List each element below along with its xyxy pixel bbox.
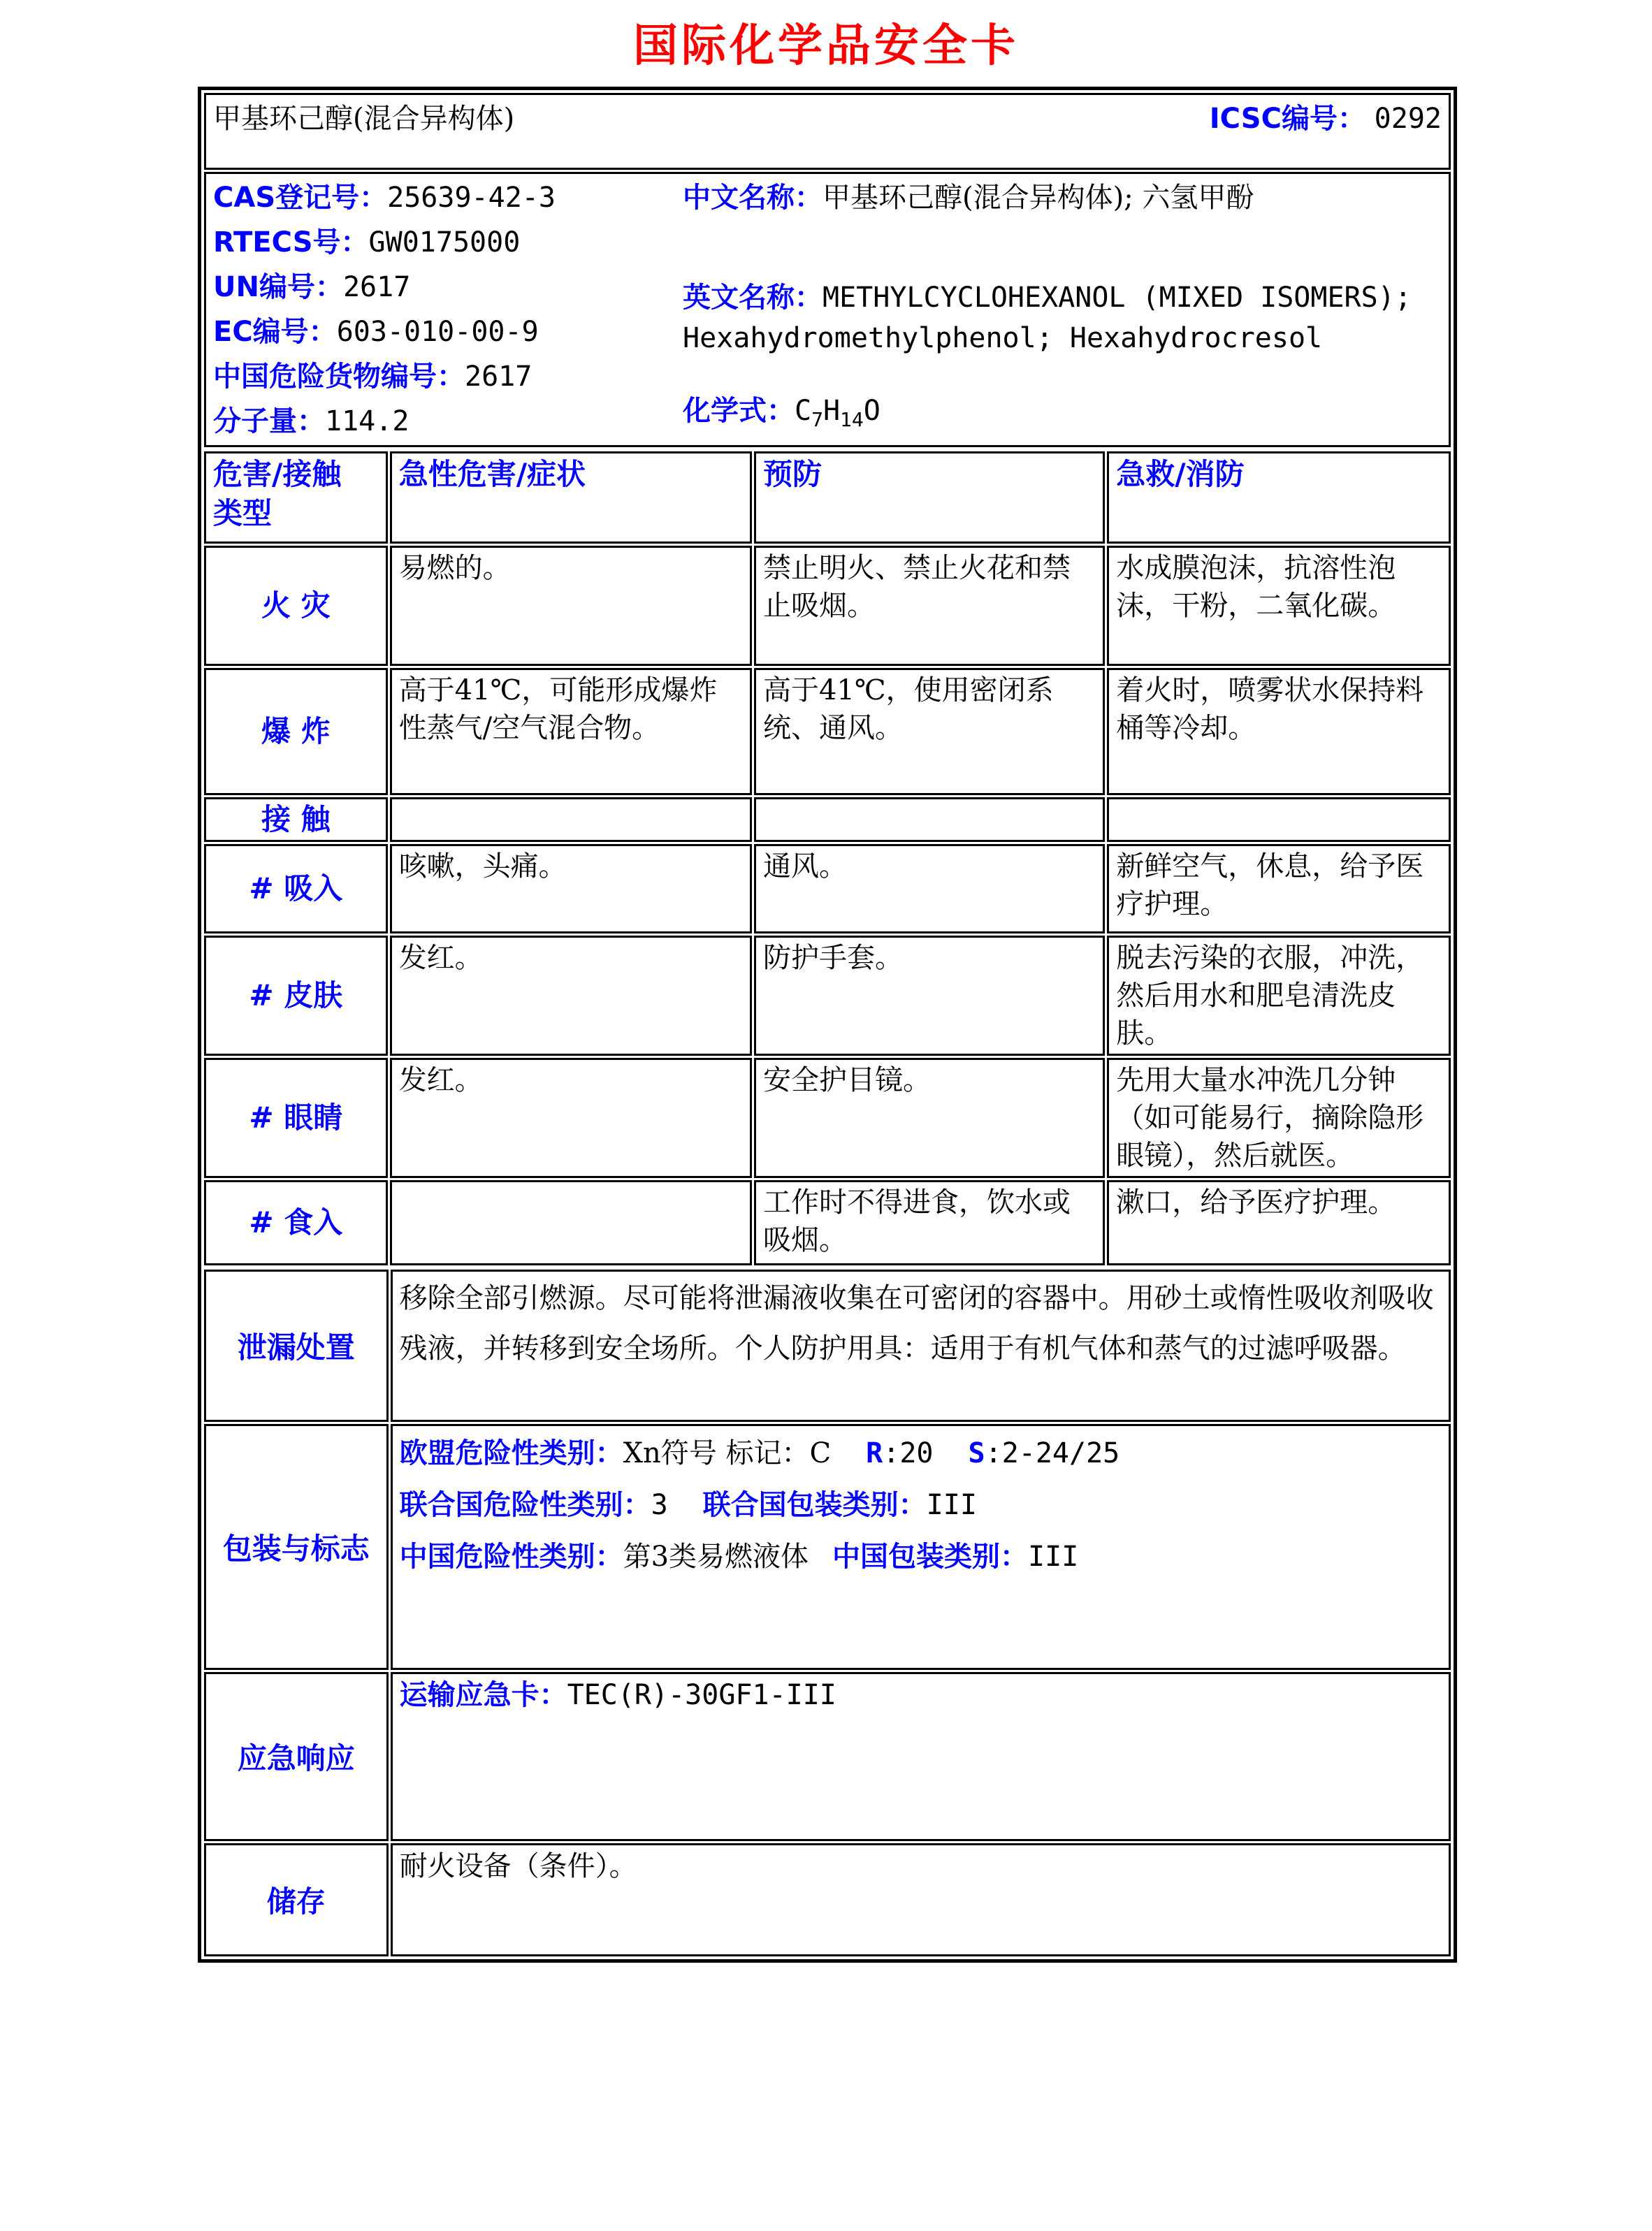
chemical-formula [683,391,1442,439]
china-class-value: 第3类易燃液体 [623,1541,809,1573]
ingestion-symptoms [390,1180,752,1265]
un-classification-line [400,1479,1442,1531]
storage-text: 耐火设备（条件）。 [399,1850,637,1882]
eyes-response: 先用大量水冲洗几分钟（如可能易行，摘除隐形眼镜），然后就医。 [1107,1058,1451,1178]
skin-response: 脱去污染的衣服，冲洗，然后用水和肥皂清洗皮肤。 [1107,936,1451,1056]
lower-sections [202,1267,1453,1959]
un-number [213,265,683,310]
hazard-type-eyes: # 眼睛 [204,1058,388,1178]
safety-card [198,87,1457,1963]
contact-symptoms [390,797,752,842]
identity-cell [204,172,1451,447]
fire-prevention: 禁止明火、禁止火花和禁止吸烟。 [754,546,1105,666]
storage-section-content [391,1843,1451,1956]
emergency-section-row [204,1672,1451,1841]
rtecs-number [213,220,683,265]
s-phrase-label: S [968,1437,985,1469]
emergency-section-content [391,1672,1451,1841]
un-value: 2617 [342,271,411,303]
cas-label: CAS登记号： [213,182,388,214]
hazard-row-eyes [204,1058,1451,1178]
china-dg-label: 中国危险货物编号： [213,361,465,393]
identity-names [683,175,1442,444]
eu-classification-line [400,1427,1442,1479]
col-header-prevention: 预防 [754,451,1105,544]
skin-symptoms: 发红。 [390,936,752,1056]
identity-section [202,91,1453,449]
col-header-type: 危害/接触 类型 [204,451,388,544]
hazard-row-explosion [204,668,1451,795]
inhalation-symptoms: 咳嗽，头痛。 [390,844,752,933]
transport-emergency-card-label: 运输应急卡： [399,1679,567,1711]
identity-row [204,172,1451,447]
eyes-symptoms: 发红。 [390,1058,752,1178]
transport-emergency-card-value: TEC(R)-30GF1-III [567,1679,836,1711]
hazard-type-fire: 火 灾 [204,546,388,666]
molecular-weight-label: 分子量： [213,405,325,437]
hazard-row-contact [204,797,1451,842]
english-name-value: METHYLCYCLOHEXANOL (MIXED ISOMERS); Hexahydromethylphenol; Hexahydrocresol [683,282,1412,354]
molecular-weight-value: 114.2 [325,405,410,437]
chemical-formula-label: 化学式： [683,395,795,427]
icsc-number [1210,96,1442,136]
un-class-value: 3 [651,1489,668,1521]
ingestion-response: 漱口，给予医疗护理。 [1107,1180,1451,1265]
hazard-table [202,449,1453,1267]
cas-value: 25639-42-3 [387,182,556,214]
transport-emergency-card [400,1676,1442,1715]
hazard-type-ingestion: # 食入 [204,1180,388,1265]
un-class-label: 联合国危险性类别： [399,1489,651,1521]
hazard-type-skin: # 皮肤 [204,936,388,1056]
packaging-section-content [391,1424,1451,1670]
fire-response: 水成膜泡沫，抗溶性泡沫，干粉，二氧化碳。 [1107,546,1451,666]
product-header-row [204,93,1451,170]
hazard-header-row [204,451,1451,544]
un-label: UN编号： [213,271,343,303]
un-pack-label: 联合国包装类别： [702,1489,927,1521]
product-name: 甲基环己醇(混合异构体) [213,103,515,135]
fire-symptoms: 易燃的。 [390,546,752,666]
eu-class-label: 欧盟危险性类别： [399,1437,623,1469]
spill-section-row [204,1270,1451,1422]
china-dg-number [213,354,683,399]
icsc-page [0,10,1652,2231]
china-class-label: 中国危险性类别： [399,1541,623,1573]
chinese-name [683,178,1442,217]
chinese-name-value: 甲基环己醇(混合异构体); 六氢甲酚 [823,182,1254,214]
explosion-response: 着火时，喷雾状水保持料桶等冷却。 [1107,668,1451,795]
spill-section-title: 泄漏处置 [204,1270,389,1422]
col-header-response: 急救/消防 [1107,451,1451,544]
english-name [683,277,1442,358]
contact-response [1107,797,1451,842]
storage-section-title: 储存 [204,1843,389,1956]
ec-value: 603-010-00-9 [336,316,539,348]
identity-numbers [213,175,683,444]
spill-section-content [391,1270,1451,1422]
eu-class-value: Xn符号 标记：C [623,1437,832,1469]
contact-prevention [754,797,1105,842]
product-header-cell [204,93,1451,170]
inhalation-response: 新鲜空气，休息，给予医疗护理。 [1107,844,1451,933]
eyes-prevention: 安全护目镜。 [754,1058,1105,1178]
inhalation-prevention: 通风。 [754,844,1105,933]
un-pack-value: III [926,1489,977,1521]
hazard-row-ingestion [204,1180,1451,1265]
china-dg-value: 2617 [465,361,532,393]
chemical-formula-value: $C_7H_{14}O$ [795,395,881,431]
ingestion-prevention: 工作时不得进食，饮水或吸烟。 [754,1180,1105,1265]
hazard-row-skin [204,936,1451,1056]
skin-prevention: 防护手套。 [754,936,1105,1056]
hazard-row-fire [204,546,1451,666]
hazard-type-explosion: 爆 炸 [204,668,388,795]
rtecs-value: GW0175000 [368,226,521,259]
hazard-type-contact: 接 触 [204,797,388,842]
icsc-value: 0292 [1374,103,1442,135]
page-title: 国际化学品安全卡 [633,20,1019,72]
cas-number [213,175,683,220]
hazard-type-inhalation: # 吸入 [204,844,388,933]
hazard-row-inhalation [204,844,1451,933]
packaging-section-title: 包装与标志 [204,1424,389,1670]
r-phrase-value: :20 [883,1437,934,1469]
emergency-section-title: 应急响应 [204,1672,389,1841]
english-name-label: 英文名称： [683,282,823,314]
china-pack-value: III [1028,1541,1079,1573]
china-pack-label: 中国包装类别： [832,1541,1029,1573]
explosion-prevention: 高于41℃，使用密闭系统、通风。 [754,668,1105,795]
r-phrase-label: R [866,1437,883,1469]
col-header-symptoms: 急性危害/症状 [390,451,752,544]
rtecs-label: RTECS号： [213,226,369,259]
icsc-label: ICSC编号： [1209,103,1365,135]
chinese-name-label: 中文名称： [683,182,823,214]
china-classification-line [400,1531,1442,1583]
s-phrase-value: :2-24/25 [985,1437,1120,1469]
packaging-section-row [204,1424,1451,1670]
ec-number [213,310,683,354]
explosion-symptoms: 高于41℃，可能形成爆炸性蒸气/空气混合物。 [390,668,752,795]
ec-label: EC编号： [213,316,337,348]
molecular-weight [213,399,683,444]
spill-text: 移除全部引燃源。尽可能将泄漏液收集在可密闭的容器中。用砂土或惰性吸收剂吸收残液，并转移到安全场所。个人防护用具：适用于有机气体和蒸气的过滤呼吸器。 [399,1282,1434,1365]
storage-section-row [204,1843,1451,1956]
